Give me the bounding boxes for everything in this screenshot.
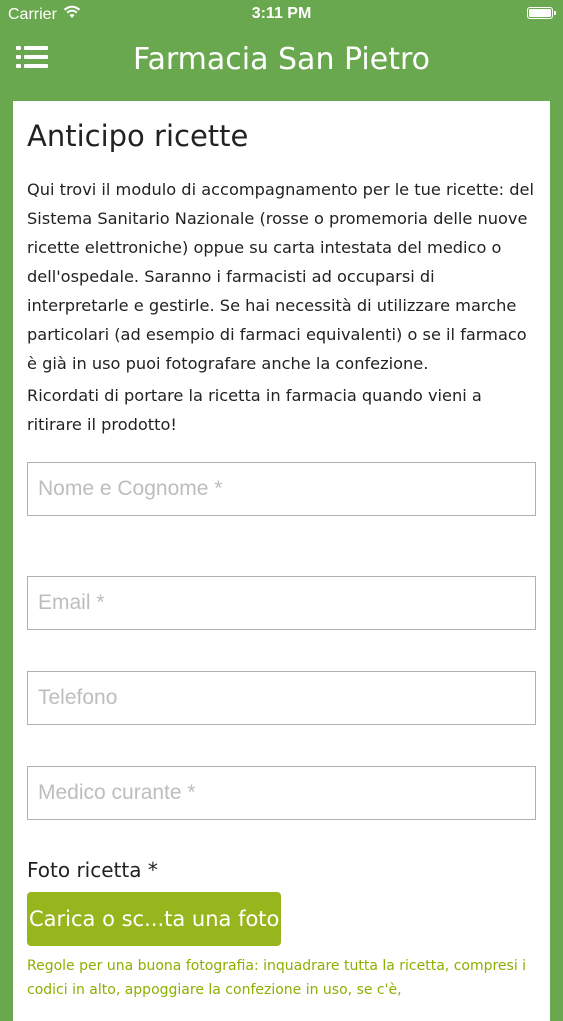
email-field[interactable] [27, 576, 536, 630]
status-bar [0, 0, 563, 30]
name-field[interactable] [27, 462, 536, 516]
app-title: Farmacia San Pietro [132, 42, 431, 77]
navbar [0, 30, 563, 92]
photo-rules-text: Regole per una buona fotografia: inquadrare tutta la ricetta, compresi i codici in alto, appoggiare la confezione in uso, se c'è, [27, 958, 527, 998]
content-card [13, 101, 550, 1021]
carrier-label: Carrier [8, 5, 57, 23]
doctor-field[interactable] [27, 766, 536, 820]
status-time: 3:11 PM [251, 5, 312, 22]
battery-icon [527, 6, 553, 24]
upload-photo-button[interactable]: Carica o sc...ta una foto [27, 892, 281, 946]
photo-label: Foto ricetta * [27, 858, 158, 882]
page-title: Anticipo ricette [27, 119, 249, 153]
phone-field[interactable] [27, 671, 536, 725]
intro-text: Qui trovi il modulo di accompagnamento per le tue ricette: del Sistema Sanitario Nazionale (rosse o promemoria delle nuove ricette elettroniche) oppue su carta intestata del medico o dell'ospedale. Saranno i farmacisti ad occuparsi di interpretarle e gestirle. Se hai necessità di utilizzare marche particolari (ad esempio di farmaci equivalenti) o se il farmaco è già in uso puoi fotografare anche la confezione. [27, 180, 534, 373]
reminder-text: Ricordati di portare la ricetta in farmacia quando vieni a ritirare il prodotto! [27, 386, 482, 434]
